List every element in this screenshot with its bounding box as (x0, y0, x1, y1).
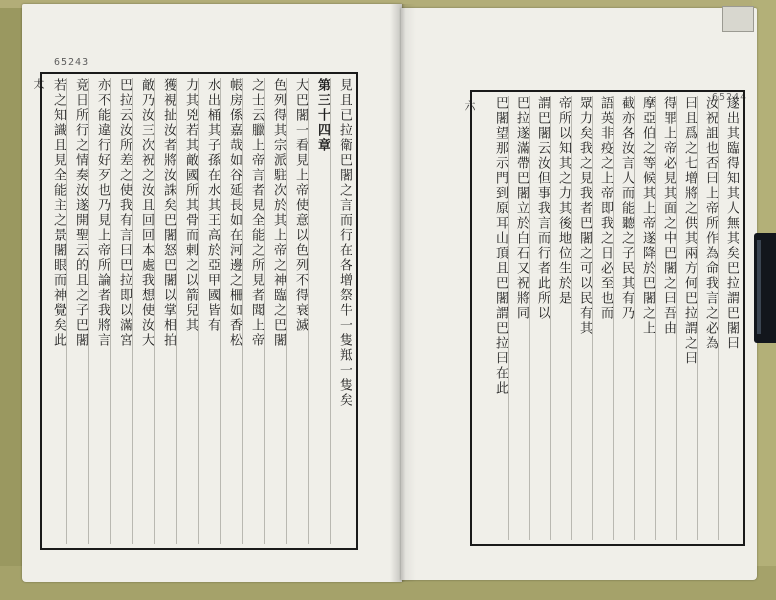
right-margin-mark: 六 (463, 100, 476, 113)
text-column: 謂巴闍云汝但事我言而行者此所以 (529, 96, 550, 540)
left-page-number: 65243 (54, 57, 90, 68)
text-column: 亦不能違行好歹也乃見上帝所論者我將言 (88, 78, 110, 544)
text-column: 汝祝詛也否曰上帝所作為命我言之必為 (697, 96, 718, 540)
text-column: 巴拉云汝所差之使我有言曰巴拉即以滿宮 (110, 78, 132, 544)
left-margin-mark: 太 (32, 78, 45, 91)
text-column: 摩亞伯之等候其上帝遂降於巴闍之上 (634, 96, 655, 540)
text-column: 色列得其宗派駐次於其上帝之神臨之巴闍 (264, 78, 286, 544)
text-column: 見且已拉衛巴闍之言而行在各增祭牛一隻羝一隻矣 (330, 78, 352, 544)
text-column: 巴拉遂滿帶巴闍立於白石又祝將同 (508, 96, 529, 540)
right-text-frame (470, 90, 748, 546)
text-column: 帳房係嘉哉如谷延長如在河邊之柵如香松 (220, 78, 242, 544)
text-column: 帝所以知其之力其後地位生於是 (550, 96, 571, 540)
text-column: 眾力矣我之見我者巴闍之可以民有其 (571, 96, 592, 540)
text-column: 大巴闍一看見上帝使意以色列不得衰滅 (286, 78, 308, 544)
text-column: 遂出其臨得知其人無其矣巴拉謂巴闍曰 (718, 96, 739, 540)
right-text-columns (476, 96, 739, 540)
text-column: 截亦各汝言人而能聽之子民其有乃 (613, 96, 634, 540)
text-column: 若之知識且見全能主之景闍眼而神覺矣此 (51, 78, 66, 348)
bookmark-tab (722, 6, 754, 32)
text-column: 曰且爲之七增將之供其兩方何巴拉謂之曰 (676, 96, 697, 540)
chapter-heading: 第三十四章 (308, 78, 330, 544)
text-column: 獲視扯汝者將汝誅矣巴闍怒巴闍以掌相拍 (154, 78, 176, 544)
binder-clip-highlight (757, 240, 761, 334)
text-column: 敵乃汝三次祝之汝且回回本處我想使汝大 (132, 78, 154, 544)
text-column: 巴闍望那示門到原耳山頂且巴闍謂巴拉曰在此 (493, 96, 508, 396)
text-column: 得罪上帝必見其面之中巴闍之曰吾由 (655, 96, 676, 540)
text-column: 水出桶其子孫在水其王高於亞甲國皆有 (198, 78, 220, 544)
left-text-frame (40, 72, 358, 550)
book-gutter (390, 4, 416, 582)
text-column: 語英非疫之上帝即我之日必至也而 (592, 96, 613, 540)
text-column: 力其兇若其敵國所其骨而剌之以箭兒其 (176, 78, 198, 544)
text-column: 竟日所行之情奏汝遂開聖云的且之子巴闍 (66, 78, 88, 544)
right-page-number: 65244 (712, 92, 748, 103)
text-column: 之士云臘上帝言者見全能之所見者聞上帝 (242, 78, 264, 544)
left-text-columns (46, 78, 352, 544)
